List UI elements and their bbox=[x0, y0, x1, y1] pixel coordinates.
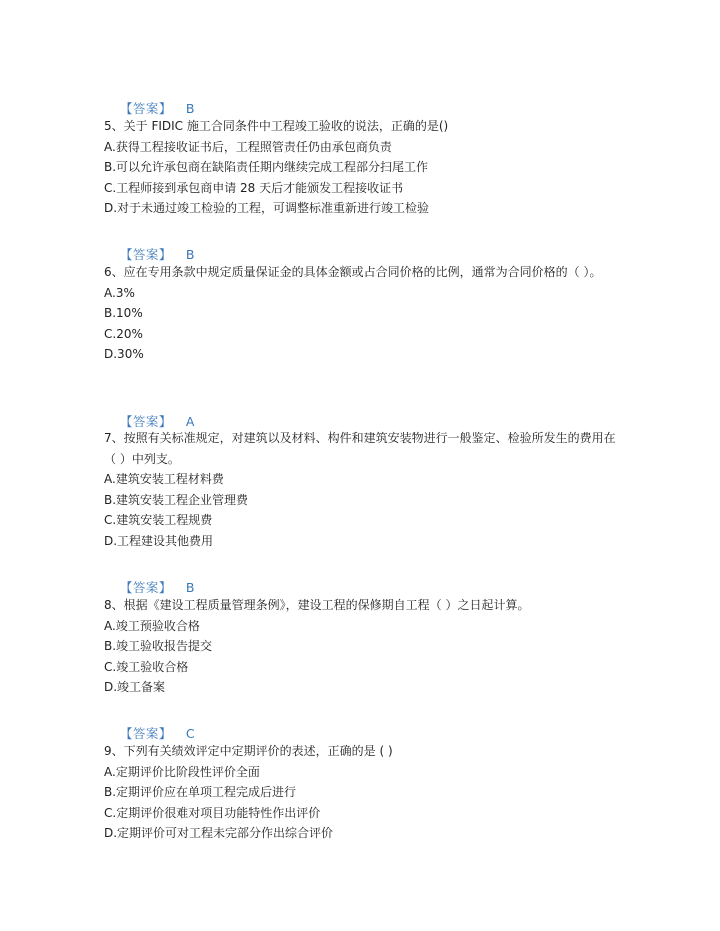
question-option: D.工程建设其他费用 bbox=[104, 533, 214, 548]
answer-value: B bbox=[185, 101, 195, 116]
answer-label: 【答案】 bbox=[119, 247, 172, 262]
question-block bbox=[104, 428, 624, 551]
question-option: C.竣工验收合格 bbox=[104, 659, 189, 674]
question-block bbox=[104, 262, 624, 365]
answer-value: B bbox=[185, 580, 195, 595]
question-option: C.工程师接到承包商申请 28 天后才能颁发工程接收证书 bbox=[104, 180, 404, 195]
question-option: A.建筑安装工程材料费 bbox=[104, 472, 224, 486]
question-stem: 6、应在专用条款中规定质量保证金的具体金额或占合同价格的比例，通常为合同价格的（ ）。 bbox=[104, 265, 602, 279]
question-option: B.可以允许承包商在缺陷责任期内继续完成工程部分扫尾工作 bbox=[104, 160, 429, 174]
question-block bbox=[104, 116, 624, 219]
question-stem: 9、下列有关绩效评定中定期评价的表述，正确的是 ( ) bbox=[104, 744, 393, 758]
question-option: C.定期评价很难对项目功能特性作出评价 bbox=[104, 805, 321, 820]
answer-label: 【答案】 bbox=[119, 580, 172, 595]
answer-value: A bbox=[185, 414, 195, 429]
question-stem: 5、关于 FIDIC 施工合同条件中工程竣工验收的说法，正确的是() bbox=[104, 119, 449, 133]
question-option: D.竣工备案 bbox=[104, 680, 166, 694]
question-option: D.30% bbox=[104, 347, 144, 361]
answer-value: C bbox=[185, 726, 195, 741]
question-option: B.建筑安装工程企业管理费 bbox=[104, 492, 249, 507]
question-stem: 7、按照有关标准规定，对建筑以及材料、构件和建筑安装物进行一般鉴定、检验所发生的费用在（ ）中列支。 bbox=[104, 431, 616, 466]
question-option: A.3% bbox=[104, 285, 135, 300]
question-option: A.竣工预验收合格 bbox=[104, 618, 200, 633]
question-block bbox=[104, 595, 624, 698]
answer-label: 【答案】 bbox=[119, 414, 172, 429]
question-option: D.定期评价可对工程未完部分作出综合评价 bbox=[104, 826, 334, 840]
question-option: B.竣工验收报告提交 bbox=[104, 639, 213, 653]
question-option: C.建筑安装工程规费 bbox=[104, 513, 213, 527]
answer-label: 【答案】 bbox=[119, 726, 172, 741]
question-option: A.定期评价比阶段性评价全面 bbox=[104, 764, 260, 779]
question-option: D.对于未通过竣工检验的工程，可调整标准重新进行竣工检验 bbox=[104, 201, 430, 215]
question-option: B.10% bbox=[104, 306, 143, 320]
question-block bbox=[104, 741, 624, 844]
question-option: A.获得工程接收证书后，工程照管责任仍由承包商负责 bbox=[104, 139, 392, 154]
answer-value: B bbox=[185, 247, 195, 262]
question-option: B.定期评价应在单项工程完成后进行 bbox=[104, 785, 297, 799]
question-stem: 8、根据《建设工程质量管理条例》，建设工程的保修期自工程（ ）之日起计算。 bbox=[104, 598, 530, 612]
question-option: C.20% bbox=[104, 326, 143, 341]
answer-label: 【答案】 bbox=[119, 101, 172, 116]
